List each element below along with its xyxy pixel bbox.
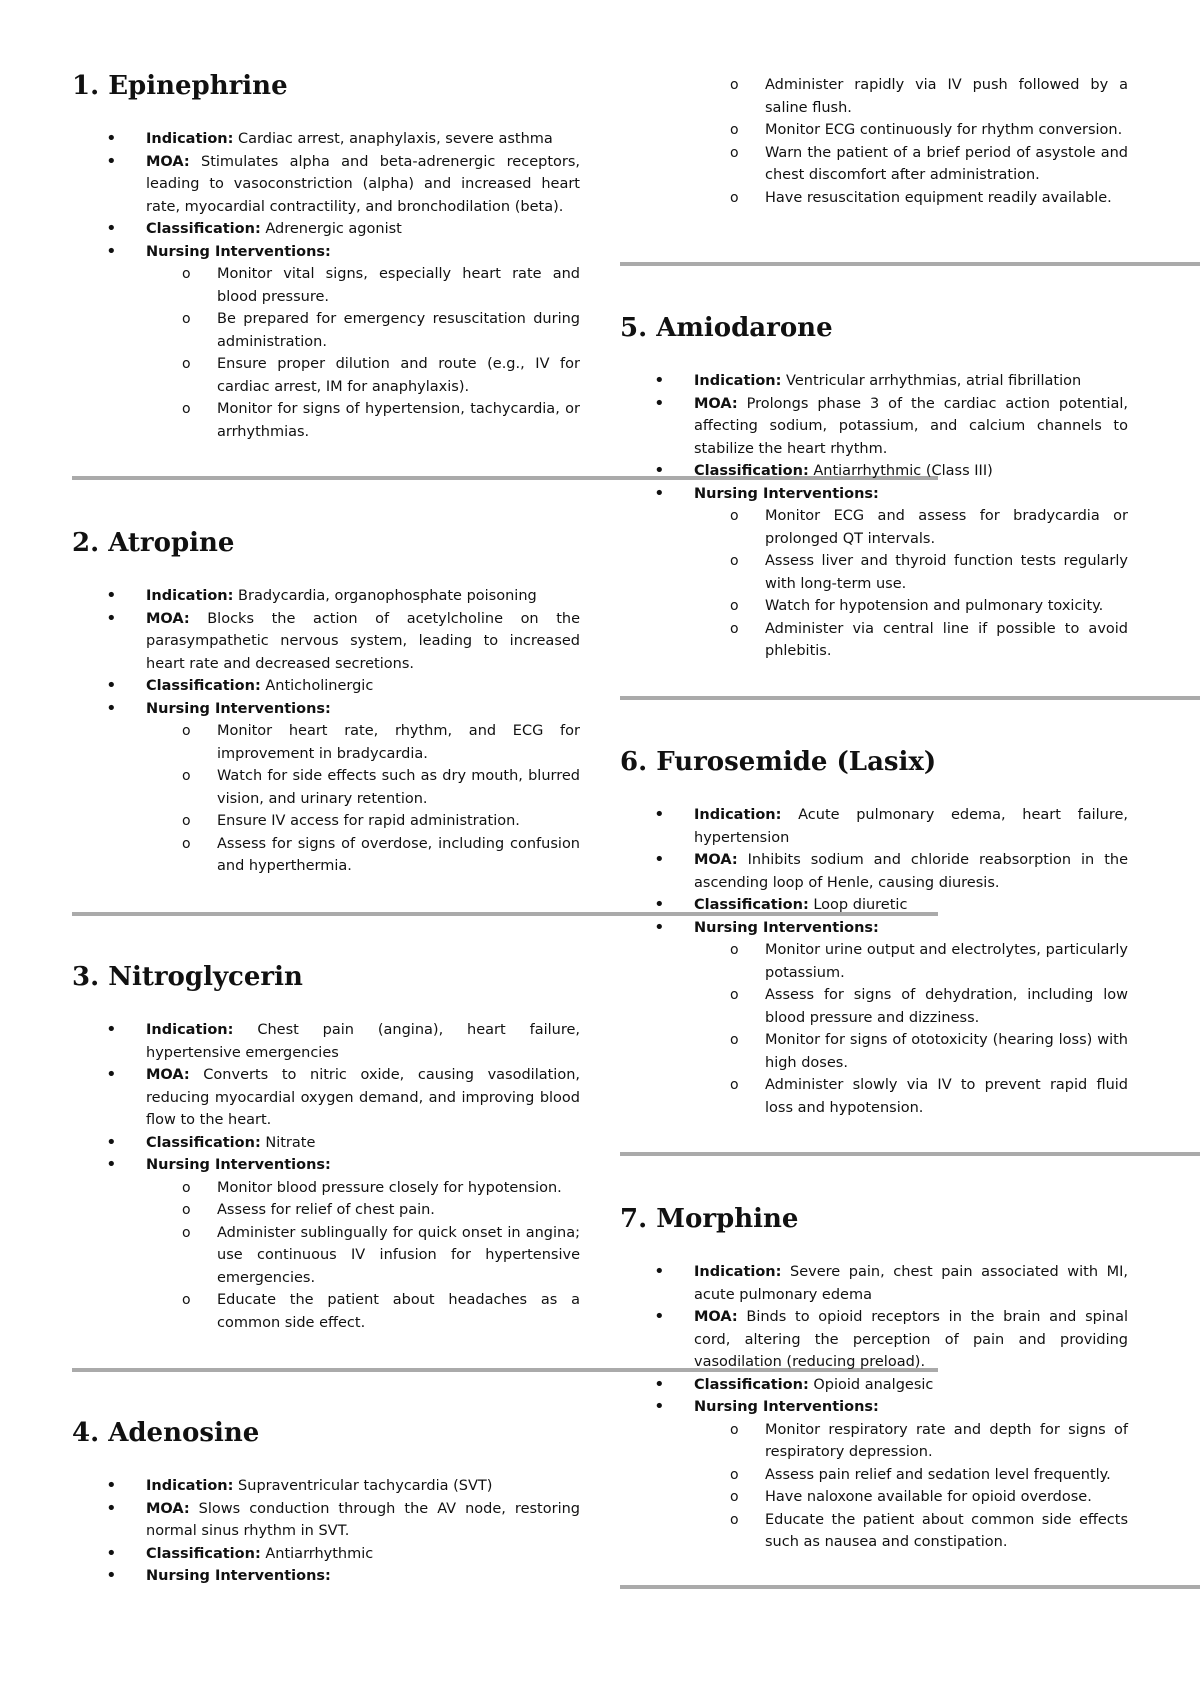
classification-label: Classification: bbox=[146, 1545, 261, 1562]
indication-label: Indication: bbox=[146, 1022, 234, 1038]
classification-text: Loop diuretic bbox=[813, 897, 908, 913]
moa-label: MOA: bbox=[694, 395, 738, 412]
moa-label: MOA: bbox=[146, 153, 190, 170]
intervention-item: o Monitor heart rate, rhythm, and ECG for improvement in bradycardia. bbox=[72, 720, 580, 765]
moa-label: MOA: bbox=[146, 1067, 190, 1083]
classification-label: Classification: bbox=[146, 1134, 261, 1151]
indication-text: Acute pulmonary edema, heart failure, hypertension bbox=[694, 807, 1129, 846]
intervention-item: o Be prepared for emergency resuscitation during administration. bbox=[72, 308, 580, 353]
classification-item bbox=[72, 675, 580, 698]
intervention-list bbox=[620, 505, 1128, 663]
intervention-item: o Administer sublingually for quick onset in angina; use continuous IV infusion for hypertensive emergencies. bbox=[72, 1222, 580, 1290]
intervention-item: o Administer rapidly via IV push followed by a saline flush. bbox=[620, 74, 1128, 119]
indication-item bbox=[72, 585, 580, 608]
moa-item bbox=[620, 393, 1128, 461]
section-title: 5. Amiodarone bbox=[620, 313, 833, 343]
intervention-item: o Monitor urine output and electrolytes, particularly potassium. bbox=[620, 939, 1128, 984]
intervention-item: o Monitor vital signs, especially heart rate and blood pressure. bbox=[72, 263, 580, 308]
drug-section-amiodarone bbox=[620, 312, 1128, 663]
classification-item bbox=[620, 894, 1128, 917]
nursing-label: Nursing Interventions: bbox=[694, 1399, 879, 1415]
moa-item bbox=[72, 608, 580, 676]
indication-label: Indication: bbox=[694, 373, 782, 389]
indication-text: Cardiac arrest, anaphylaxis, severe asthma bbox=[238, 131, 553, 147]
nursing-item bbox=[72, 1565, 580, 1588]
indication-text: Bradycardia, organophosphate poisoning bbox=[238, 588, 537, 604]
indication-item bbox=[72, 1019, 580, 1064]
moa-text: Slows conduction through the AV node, restoring normal sinus rhythm in SVT. bbox=[146, 1500, 580, 1539]
indication-text: Severe pain, chest pain associated with MI, acute pulmonary edema bbox=[694, 1264, 1128, 1303]
classification-label: Classification: bbox=[694, 463, 809, 479]
classification-text: Antiarrhythmic (Class III) bbox=[813, 463, 993, 479]
section-divider bbox=[620, 262, 1200, 266]
indication-label: Indication: bbox=[146, 1478, 234, 1494]
intervention-list bbox=[72, 1177, 580, 1335]
intervention-item: o Have resuscitation equipment readily available. bbox=[620, 187, 1128, 210]
intervention-item: o Educate the patient about common side effects such as nausea and constipation. bbox=[620, 1509, 1128, 1554]
drug-section-atropine bbox=[72, 527, 580, 878]
nursing-label: Nursing Interventions: bbox=[146, 243, 331, 260]
intervention-item: o Assess for relief of chest pain. bbox=[72, 1199, 580, 1222]
section-divider bbox=[620, 1152, 1200, 1156]
intervention-list bbox=[620, 939, 1128, 1119]
classification-item bbox=[72, 218, 580, 241]
intervention-item: o Warn the patient of a brief period of asystole and chest discomfort after administration. bbox=[620, 142, 1128, 187]
intervention-item: o Assess liver and thyroid function tests regularly with long-term use. bbox=[620, 550, 1128, 595]
nursing-label: Nursing Interventions: bbox=[694, 485, 879, 502]
indication-item bbox=[620, 804, 1128, 849]
intervention-item: o Monitor for signs of hypertension, tachycardia, or arrhythmias. bbox=[72, 398, 580, 443]
classification-label: Classification: bbox=[146, 678, 261, 694]
section-title: 1. Epinephrine bbox=[72, 71, 288, 101]
moa-text: Blocks the action of acetylcholine on the parasympathetic nervous system, leading to increased heart rate and decreased secretions. bbox=[146, 610, 580, 672]
classification-label: Classification: bbox=[146, 221, 261, 237]
nursing-item bbox=[620, 1396, 1128, 1554]
indication-label: Indication: bbox=[694, 1264, 782, 1280]
intervention-item: o Assess for signs of dehydration, including low blood pressure and dizziness. bbox=[620, 984, 1128, 1029]
classification-item bbox=[72, 1543, 580, 1566]
intervention-item: o Administer slowly via IV to prevent rapid fluid loss and hypotension. bbox=[620, 1074, 1128, 1119]
intervention-list bbox=[620, 74, 1128, 209]
moa-label: MOA: bbox=[694, 1309, 738, 1325]
intervention-item: o Have naloxone available for opioid overdose. bbox=[620, 1486, 1128, 1509]
drug-facts bbox=[620, 804, 1128, 1119]
moa-item bbox=[72, 1064, 580, 1132]
nursing-label: Nursing Interventions: bbox=[146, 700, 331, 717]
intervention-item: o Monitor for signs of ototoxicity (hearing loss) with high doses. bbox=[620, 1029, 1128, 1074]
section-divider bbox=[620, 1585, 1200, 1589]
moa-text: Inhibits sodium and chloride reabsorption in the ascending loop of Henle, causing diuresis. bbox=[694, 852, 1129, 891]
drug-facts bbox=[620, 370, 1128, 663]
moa-text: Stimulates alpha and beta-adrenergic receptors, leading to vasoconstriction (alpha) and increased heart rate, myocardial contractility, and bronchodilation (beta). bbox=[146, 153, 580, 215]
nursing-item bbox=[620, 483, 1128, 663]
classification-text: Nitrate bbox=[265, 1134, 316, 1151]
intervention-list bbox=[620, 1419, 1128, 1554]
nursing-item bbox=[620, 917, 1128, 1120]
section-title: 2. Atropine bbox=[72, 528, 235, 558]
intervention-item: o Ensure IV access for rapid administration. bbox=[72, 810, 580, 833]
intervention-item: o Assess pain relief and sedation level frequently. bbox=[620, 1464, 1128, 1487]
nursing-item bbox=[72, 1154, 580, 1334]
drug-facts bbox=[620, 1261, 1128, 1554]
drug-facts bbox=[72, 128, 580, 443]
intervention-item: o Educate the patient about headaches as a common side effect. bbox=[72, 1289, 580, 1334]
drug-facts bbox=[72, 585, 580, 878]
indication-item bbox=[72, 128, 580, 151]
classification-label: Classification: bbox=[694, 1376, 809, 1393]
classification-label: Classification: bbox=[694, 897, 809, 913]
indication-item bbox=[72, 1475, 580, 1498]
moa-item bbox=[72, 151, 580, 219]
nursing-label: Nursing Interventions: bbox=[146, 1157, 331, 1173]
indication-text: Supraventricular tachycardia (SVT) bbox=[238, 1478, 493, 1494]
intervention-item: o Assess for signs of overdose, including confusion and hyperthermia. bbox=[72, 833, 580, 878]
intervention-list bbox=[72, 263, 580, 443]
intervention-item: o Watch for hypotension and pulmonary toxicity. bbox=[620, 595, 1128, 618]
classification-item bbox=[620, 460, 1128, 483]
classification-text: Anticholinergic bbox=[265, 678, 374, 694]
drug-section-furosemide bbox=[620, 746, 1128, 1119]
indication-item bbox=[620, 370, 1128, 393]
intervention-item: o Monitor blood pressure closely for hypotension. bbox=[72, 1177, 580, 1200]
moa-label: MOA: bbox=[146, 1500, 190, 1517]
moa-item bbox=[620, 849, 1128, 894]
section-title: 3. Nitroglycerin bbox=[72, 962, 303, 992]
drug-facts bbox=[72, 1475, 580, 1588]
intervention-item: o Ensure proper dilution and route (e.g., IV for cardiac arrest, IM for anaphylaxis). bbox=[72, 353, 580, 398]
section-divider bbox=[620, 696, 1200, 700]
drug-section-morphine bbox=[620, 1203, 1128, 1554]
drug-section-nitroglycerin bbox=[72, 961, 580, 1334]
classification-text: Adrenergic agonist bbox=[265, 221, 402, 237]
adenosine-interventions-continued bbox=[620, 74, 1128, 209]
section-title: 4. Adenosine bbox=[72, 1418, 260, 1448]
drug-facts bbox=[72, 1019, 580, 1334]
intervention-item: o Monitor ECG and assess for bradycardia or prolonged QT intervals. bbox=[620, 505, 1128, 550]
intervention-item: o Watch for side effects such as dry mouth, blurred vision, and urinary retention. bbox=[72, 765, 580, 810]
nursing-label: Nursing Interventions: bbox=[146, 1568, 331, 1584]
nursing-item bbox=[72, 241, 580, 444]
indication-text: Chest pain (angina), heart failure, hypertensive emergencies bbox=[146, 1022, 580, 1061]
classification-text: Opioid analgesic bbox=[813, 1376, 934, 1393]
intervention-item: o Monitor ECG continuously for rhythm conversion. bbox=[620, 119, 1128, 142]
section-title: 6. Furosemide (Lasix) bbox=[620, 747, 937, 777]
nursing-label: Nursing Interventions: bbox=[694, 919, 879, 936]
moa-item bbox=[620, 1306, 1128, 1374]
moa-label: MOA: bbox=[146, 610, 190, 627]
intervention-list bbox=[72, 720, 580, 878]
moa-item bbox=[72, 1498, 580, 1543]
nursing-item bbox=[72, 698, 580, 878]
moa-label: MOA: bbox=[694, 852, 738, 868]
indication-label: Indication: bbox=[694, 807, 782, 823]
intervention-item: o Administer via central line if possible to avoid phlebitis. bbox=[620, 618, 1128, 663]
indication-text: Ventricular arrhythmias, atrial fibrillation bbox=[786, 373, 1082, 389]
classification-text: Antiarrhythmic bbox=[265, 1545, 374, 1562]
classification-item bbox=[620, 1374, 1128, 1397]
moa-text: Prolongs phase 3 of the cardiac action potential, affecting sodium, potassium, and calcium channels to stabilize the heart rhythm. bbox=[694, 395, 1129, 457]
moa-text: Converts to nitric oxide, causing vasodilation, reducing myocardial oxygen demand, and improving blood flow to the heart. bbox=[146, 1067, 581, 1128]
section-title: 7. Morphine bbox=[620, 1204, 799, 1234]
drug-section-epinephrine bbox=[72, 70, 580, 443]
indication-label: Indication: bbox=[146, 588, 234, 604]
classification-item bbox=[72, 1132, 580, 1155]
indication-item bbox=[620, 1261, 1128, 1306]
drug-section-adenosine bbox=[72, 1417, 580, 1588]
intervention-item: o Monitor respiratory rate and depth for signs of respiratory depression. bbox=[620, 1419, 1128, 1464]
moa-text: Binds to opioid receptors in the brain and spinal cord, altering the perception of pain and providing vasodilation (reducing preload). bbox=[694, 1309, 1128, 1370]
indication-label: Indication: bbox=[146, 131, 234, 147]
